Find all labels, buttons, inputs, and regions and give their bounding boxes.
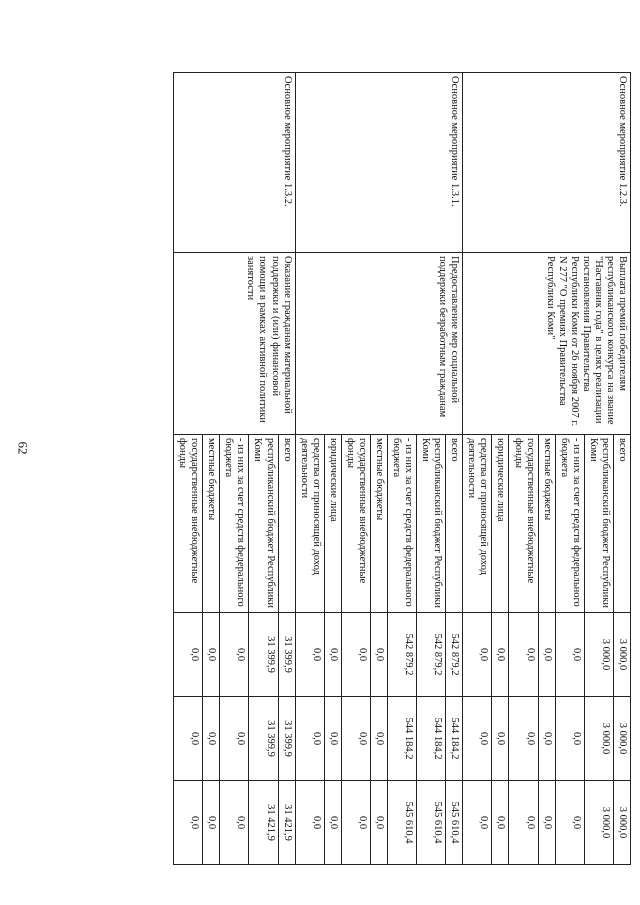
funding-source-cell: юридические лица [324, 435, 341, 613]
amount-cell-2: 3 000,0 [584, 697, 613, 781]
amount-cell-1: 31 399,9 [278, 613, 295, 697]
amount-cell-2: 544 184,2 [417, 697, 446, 781]
funding-source-cell: республиканский бюджет Республики Коми [417, 435, 446, 613]
amount-cell-2: 0,0 [174, 697, 203, 781]
budget-table [173, 72, 631, 865]
amount-cell-2: 0,0 [555, 697, 584, 781]
funding-source-cell: государственные внебюджетные фонды [509, 435, 538, 613]
funding-source-cell: - из них за счет средств федерального бюджета [388, 435, 417, 613]
funding-source-cell: - из них за счет средств федерального бюджета [555, 435, 584, 613]
amount-cell-3: 0,0 [341, 781, 370, 865]
funding-source-cell: юридические лица [492, 435, 509, 613]
table-row [278, 73, 295, 865]
funding-source-cell: всего [613, 435, 630, 613]
funding-source-cell: республиканский бюджет Республики Коми [584, 435, 613, 613]
amount-cell-1: 0,0 [203, 613, 220, 697]
amount-cell-3: 545 610,4 [417, 781, 446, 865]
amount-cell-3: 0,0 [324, 781, 341, 865]
funding-source-cell: местные бюджеты [370, 435, 387, 613]
amount-cell-1: 0,0 [220, 613, 249, 697]
amount-cell-1: 0,0 [174, 613, 203, 697]
amount-cell-3: 0,0 [295, 781, 324, 865]
funding-source-cell: средства от приносящей доход деятельности [295, 435, 324, 613]
rotated-table-wrapper [63, 72, 631, 864]
amount-cell-3: 3 000,0 [613, 781, 630, 865]
amount-cell-1: 542 879,2 [417, 613, 446, 697]
funding-source-cell: всего [446, 435, 463, 613]
funding-source-cell: всего [278, 435, 295, 613]
amount-cell-1: 0,0 [509, 613, 538, 697]
amount-cell-2: 31 399,9 [249, 697, 278, 781]
amount-cell-2: 0,0 [370, 697, 387, 781]
amount-cell-2: 0,0 [324, 697, 341, 781]
amount-cell-1: 0,0 [324, 613, 341, 697]
funding-source-cell: государственные внебюджетные фонды [174, 435, 203, 613]
amount-cell-1: 0,0 [538, 613, 555, 697]
funding-source-cell: средства от приносящей доход деятельности [463, 435, 492, 613]
amount-cell-1: 542 879,2 [388, 613, 417, 697]
amount-cell-1: 0,0 [341, 613, 370, 697]
amount-cell-2: 0,0 [538, 697, 555, 781]
funding-source-cell: местные бюджеты [538, 435, 555, 613]
amount-cell-3: 0,0 [203, 781, 220, 865]
amount-cell-3: 0,0 [509, 781, 538, 865]
event-name-cell: Основное мероприятие 1.2.3. [463, 73, 631, 253]
amount-cell-2: 0,0 [463, 697, 492, 781]
amount-cell-1: 3 000,0 [613, 613, 630, 697]
amount-cell-1: 0,0 [295, 613, 324, 697]
event-name-cell: Основное мероприятие 1.3.2. [174, 73, 296, 253]
amount-cell-3: 545 610,4 [446, 781, 463, 865]
page-number: 62 [15, 441, 31, 455]
event-description-cell: Выплата премий победителям республиканского конкурса на звание "Наставник года" в целях реализации постановления Правительства Республики Коми от 26 ноября 2007 г. N 277 "О премиях Правительства Республики Коми" [463, 253, 631, 435]
amount-cell-2: 0,0 [341, 697, 370, 781]
amount-cell-3: 31 421,9 [278, 781, 295, 865]
event-description-cell: Предоставление мер социальной поддержки безработным гражданам [295, 253, 463, 435]
amount-cell-3: 0,0 [370, 781, 387, 865]
funding-source-cell: республиканский бюджет Республики Коми [249, 435, 278, 613]
event-name-cell: Основное мероприятие 1.3.1. [295, 73, 463, 253]
amount-cell-2: 0,0 [492, 697, 509, 781]
amount-cell-2: 0,0 [203, 697, 220, 781]
amount-cell-3: 0,0 [492, 781, 509, 865]
funding-source-cell: - из них за счет средств федерального бюджета [220, 435, 249, 613]
amount-cell-2: 0,0 [295, 697, 324, 781]
amount-cell-2: 0,0 [220, 697, 249, 781]
amount-cell-1: 0,0 [555, 613, 584, 697]
funding-source-cell: местные бюджеты [203, 435, 220, 613]
amount-cell-1: 0,0 [463, 613, 492, 697]
amount-cell-1: 0,0 [492, 613, 509, 697]
amount-cell-3: 31 421,9 [249, 781, 278, 865]
table-row [446, 73, 463, 865]
amount-cell-1: 0,0 [370, 613, 387, 697]
amount-cell-3: 0,0 [174, 781, 203, 865]
amount-cell-3: 3 000,0 [584, 781, 613, 865]
amount-cell-2: 3 000,0 [613, 697, 630, 781]
amount-cell-1: 3 000,0 [584, 613, 613, 697]
amount-cell-2: 544 184,2 [388, 697, 417, 781]
amount-cell-2: 31 399,9 [278, 697, 295, 781]
amount-cell-3: 545 610,4 [388, 781, 417, 865]
event-description-cell: Оказание гражданам материальной поддержки и (или) финансовой помощи в рамках активной политики занятости [174, 253, 296, 435]
amount-cell-2: 544 184,2 [446, 697, 463, 781]
funding-source-cell: государственные внебюджетные фонды [341, 435, 370, 613]
amount-cell-3: 0,0 [463, 781, 492, 865]
amount-cell-1: 31 399,9 [249, 613, 278, 697]
amount-cell-1: 542 879,2 [446, 613, 463, 697]
amount-cell-3: 0,0 [220, 781, 249, 865]
amount-cell-3: 0,0 [555, 781, 584, 865]
amount-cell-3: 0,0 [538, 781, 555, 865]
amount-cell-2: 0,0 [509, 697, 538, 781]
table-row [613, 73, 630, 865]
